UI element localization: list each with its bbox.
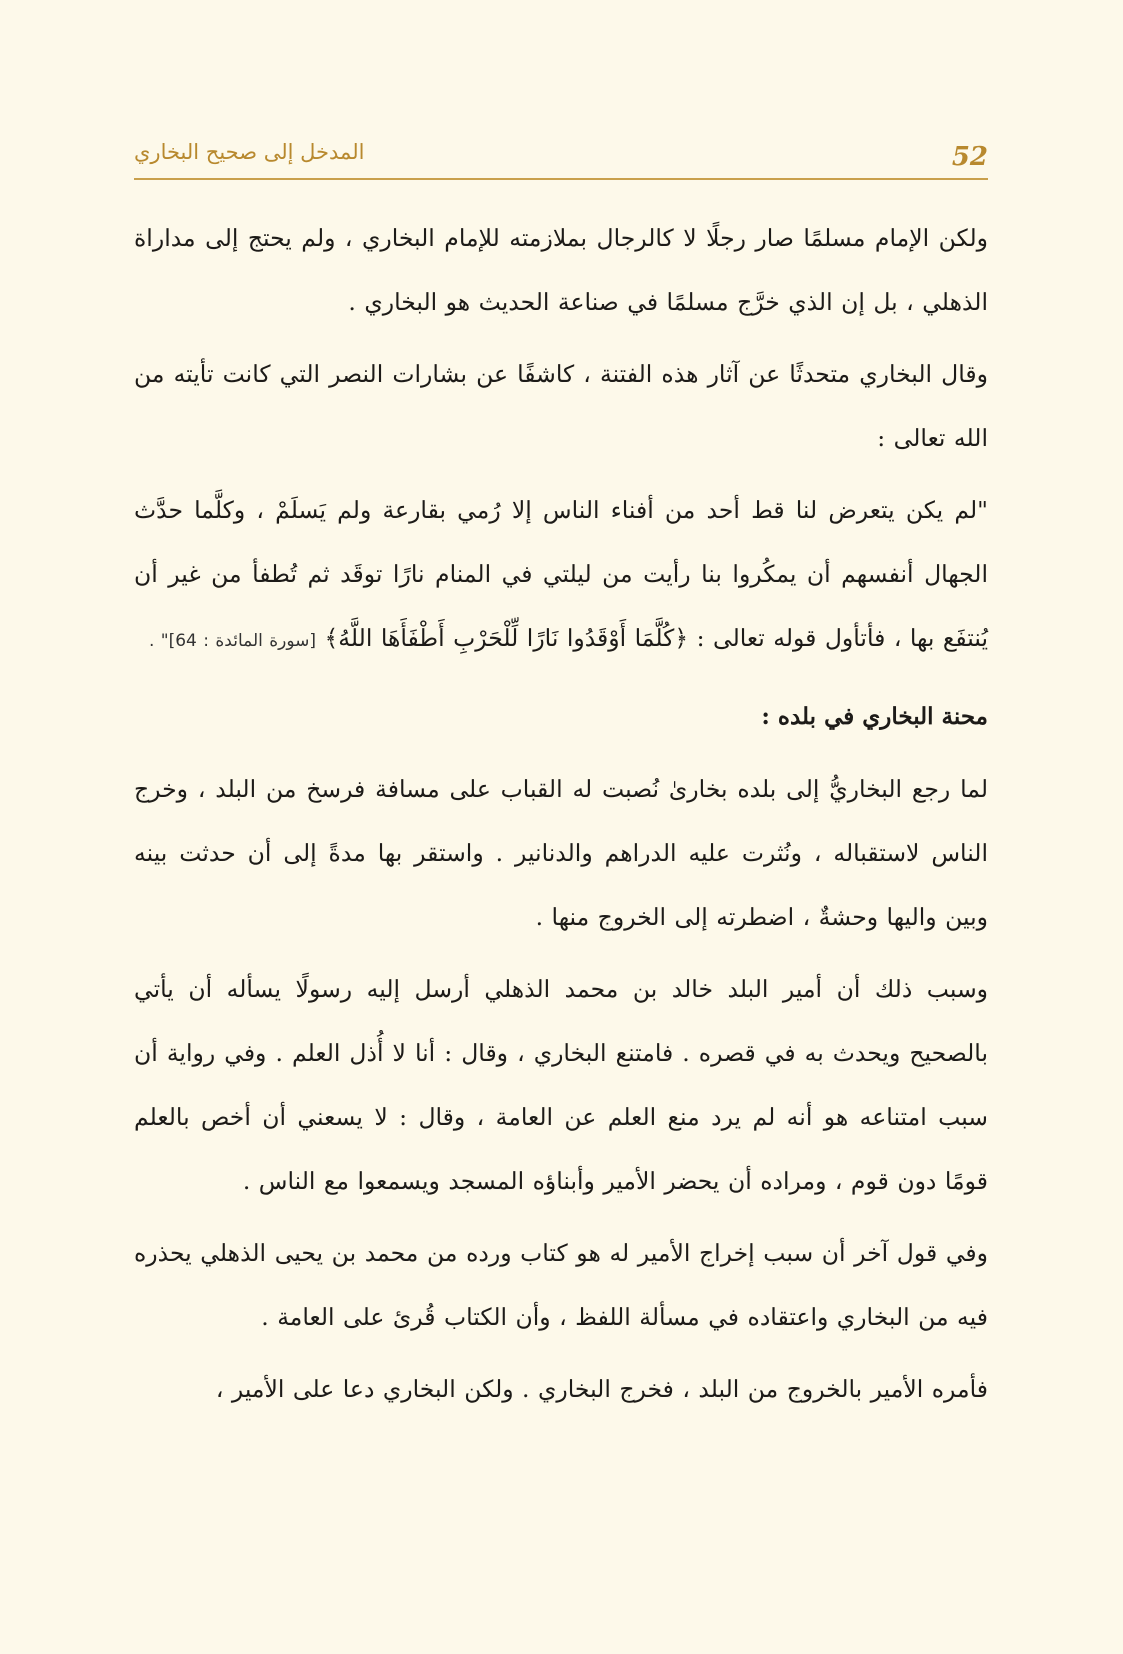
- paragraph-5: وسبب ذلك أن أمير البلد خالد بن محمد الذهلي أرسل إليه رسولًا يسأله أن يأتي بالصحيح ويحدث به في قصره . فامتنع البخاري ، وقال : أنا لا أُذل العلم . وفي رواية أن سبب امتناعه هو أنه لم يرد منع العلم عن العامة ، وقال : لا يسعني أن أخص بالعلم قومًا دون قوم ، ومراده أن يحضر الأمير وأبناؤه المسجد ويسمعوا مع الناس .: [134, 975, 988, 1195]
- page-number: 52: [951, 142, 988, 172]
- quote-paragraph: [134, 478, 988, 673]
- paragraph-4: لما رجع البخاريُّ إلى بلده بخارىٰ نُصبت له القباب على مسافة فرسخ من البلد ، وخرج الناس لاستقباله ، ونُثرت عليه الدراهم والدنانير . واستقر بها مدةً إلى أن حدثت بينه وبين واليها وحشةٌ ، اضطرته إلى الخروج منها .: [134, 775, 988, 931]
- page-body: [134, 206, 988, 1429]
- running-header-title: المدخل إلى صحيح البخاري: [134, 140, 365, 164]
- paragraph-2: وقال البخاري متحدثًا عن آثار هذه الفتنة ، كاشفًا عن بشارات النصر التي كانت تأيته من الله تعالى :: [134, 360, 988, 452]
- header-divider: [134, 178, 988, 180]
- paragraph-1: ولكن الإمام مسلمًا صار رجلًا لا كالرجال بملازمته للإمام البخاري ، ولم يحتج إلى مداراة الذهلي ، بل إن الذي خرَّج مسلمًا في صناعة الحديث هو البخاري .: [134, 224, 988, 316]
- section-heading: محنة البخاري في بلده :: [761, 703, 988, 730]
- quote-text: "لم يكن يتعرض لنا قط أحد من أفناء الناس إلا رُمي بقارعة ولم يَسلَمْ ، وكلَّما حدَّث الجهال أنفسهم أن يمكُروا بنا رأيت من ليلتي في المنام نارًا توقَد ثم تُطفأ من غير أن يُنتفَع بها ، فأتأول قوله تعالى : ﴿كُلَّمَا أَوْقَدُوا نَارًا لِّلْحَرْبِ أَطْفَأَهَا اللَّهُ﴾: [134, 496, 988, 652]
- paragraph-7: فأمره الأمير بالخروج من البلد ، فخرج البخاري . ولكن البخاري دعا على الأمير ،: [215, 1375, 988, 1403]
- quran-reference: [سورة المائدة : 64]" .: [148, 631, 317, 651]
- page-header: [134, 130, 988, 180]
- paragraph-6: وفي قول آخر أن سبب إخراج الأمير له هو كتاب ورده من محمد بن يحيى الذهلي يحذره فيه من البخاري واعتقاده في مسألة اللفظ ، وأن الكتاب قُرئ على العامة .: [134, 1239, 988, 1331]
